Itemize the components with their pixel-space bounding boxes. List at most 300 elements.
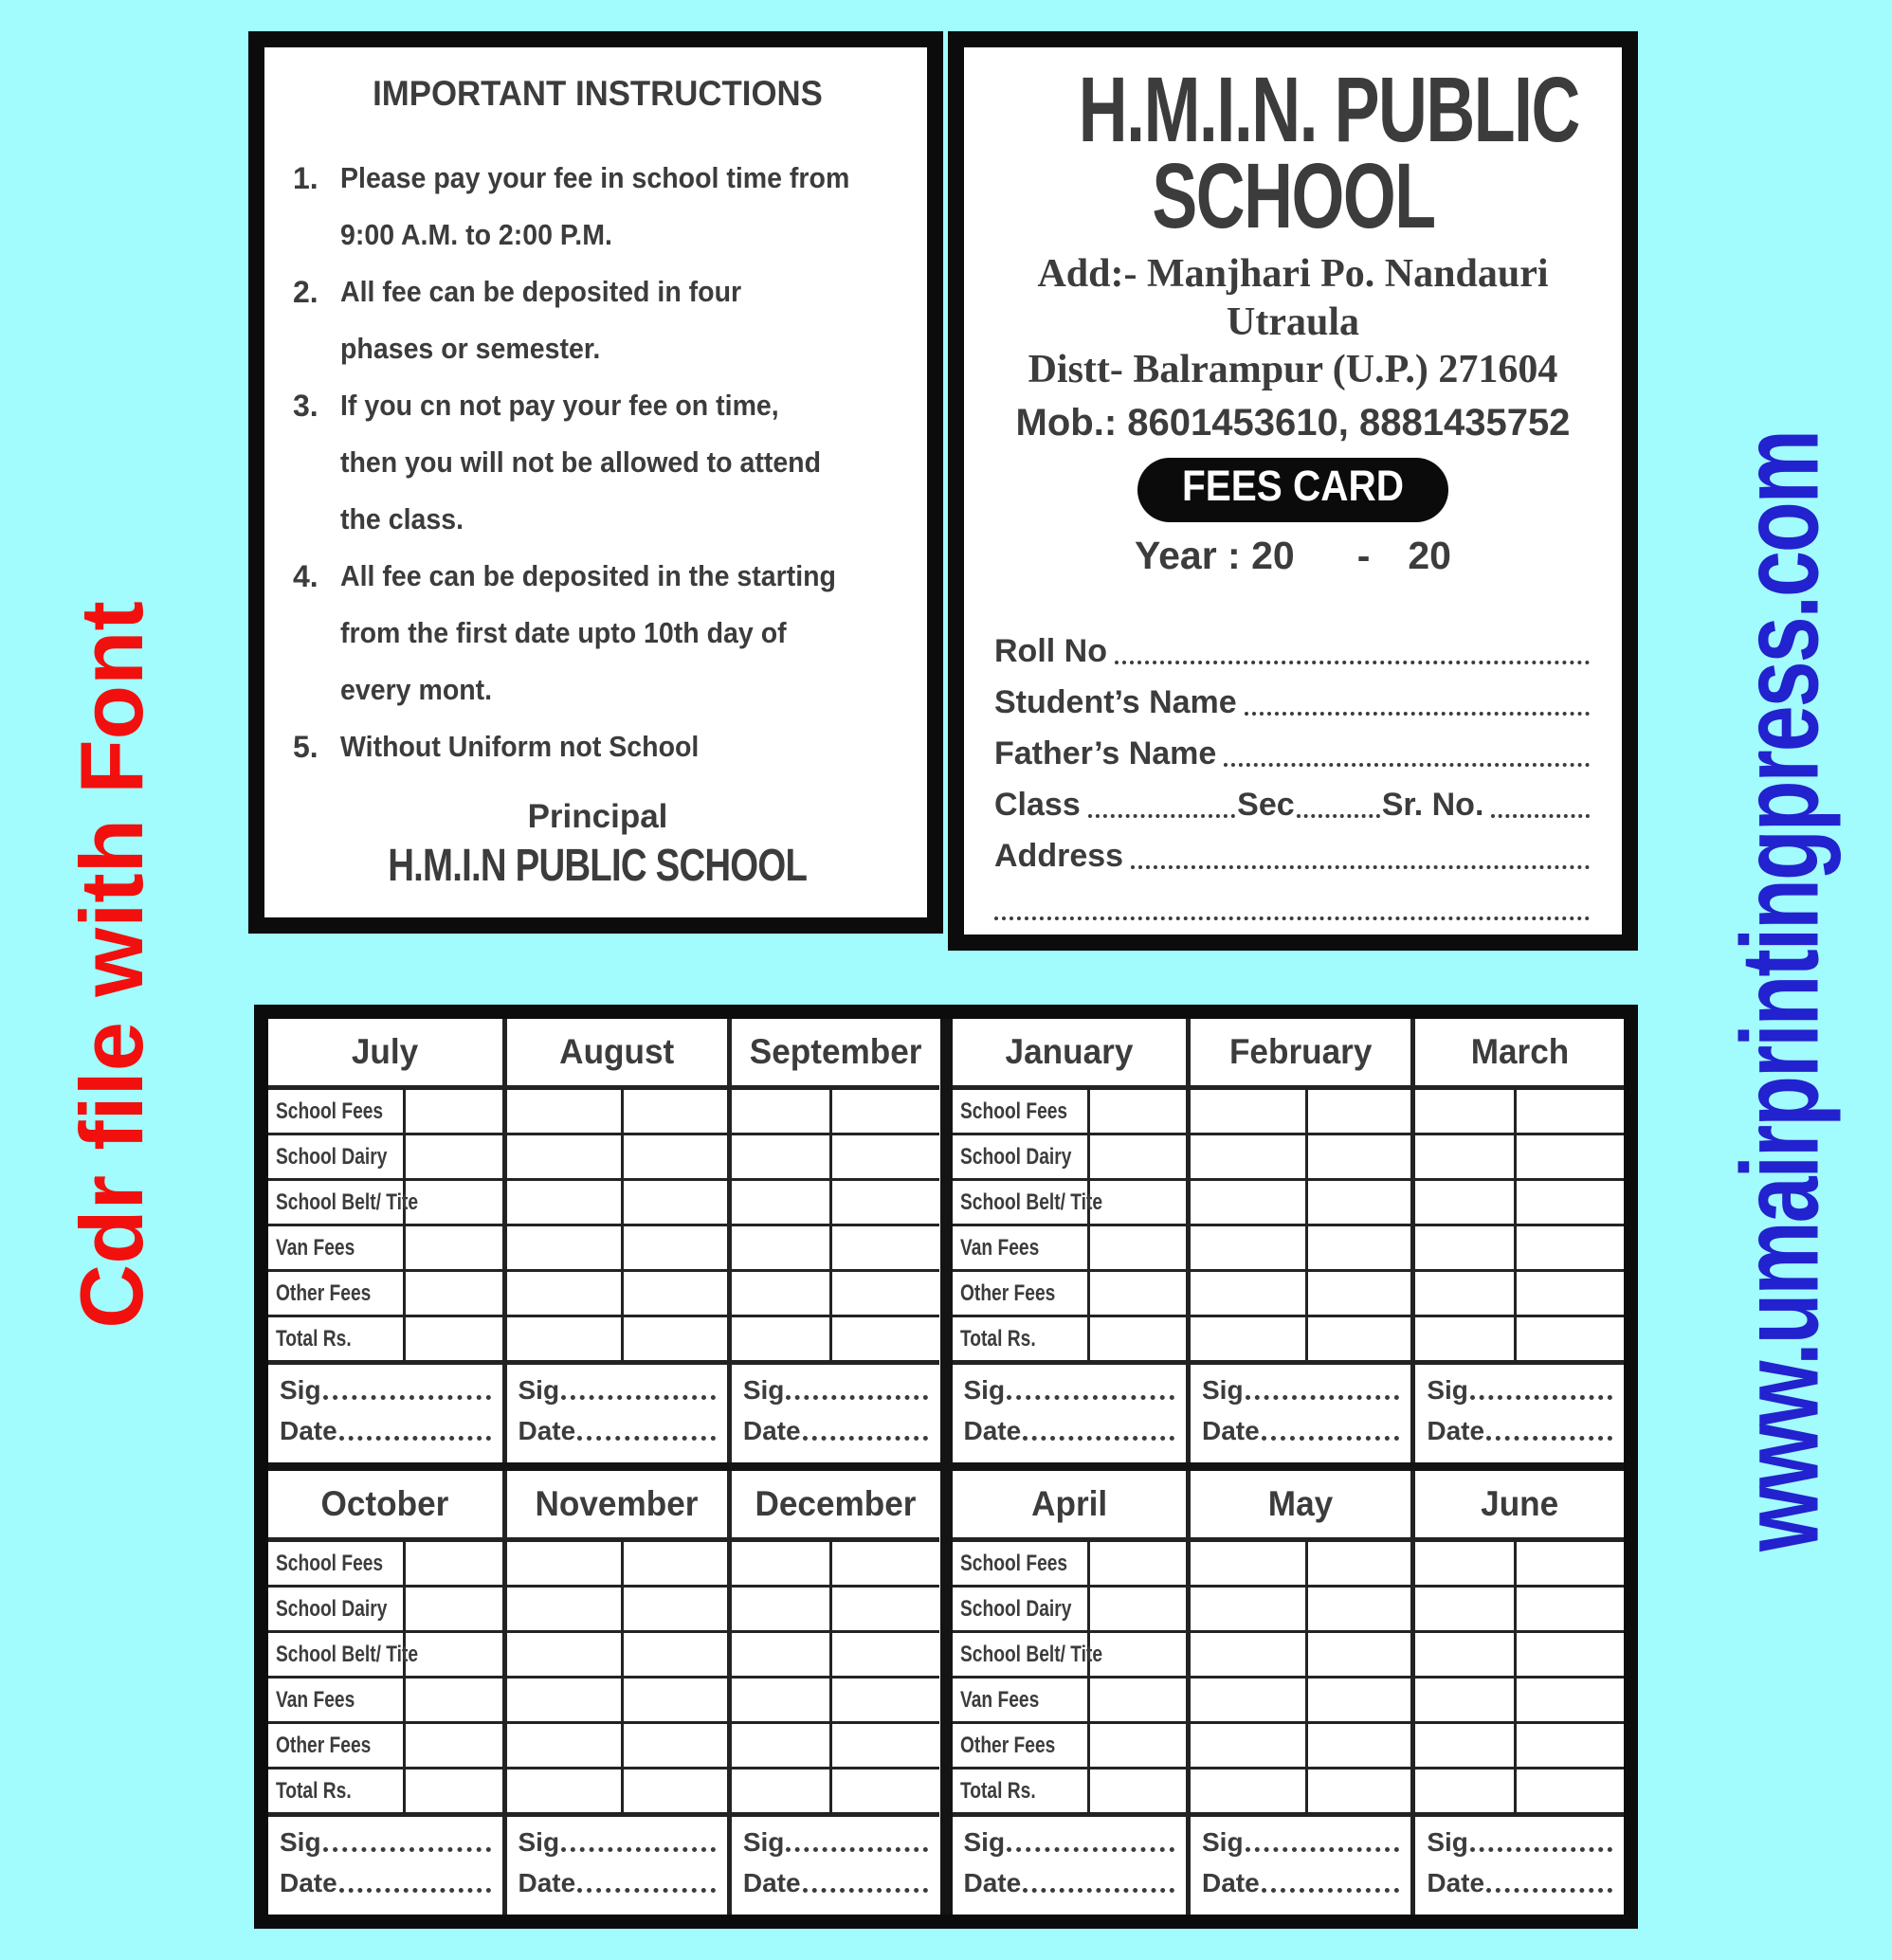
fee-row-label-text: Van Fees [276, 1686, 355, 1713]
fee-value-cell [624, 1767, 731, 1812]
dotted-leader [1023, 1436, 1174, 1441]
fee-value-cell [1308, 1539, 1415, 1585]
fee-value-cell [406, 1721, 506, 1767]
field-address [994, 825, 1592, 876]
fee-value-cell [1191, 1676, 1308, 1721]
fee-value-cell [406, 1315, 506, 1360]
fee-value-cell [406, 1676, 506, 1721]
date-label: Date [1427, 1867, 1485, 1897]
fee-value-cell [1415, 1178, 1516, 1224]
instruction-line: then you will not be allowed to attend [340, 445, 822, 479]
signature-date-cell [1415, 1360, 1624, 1462]
dotted-leader [561, 1847, 716, 1852]
signature-line [280, 1827, 491, 1858]
date-line [964, 1416, 1175, 1446]
fee-value-cell [1308, 1087, 1415, 1133]
dotted-leader [1246, 1847, 1400, 1852]
fee-row-label-text: School Fees [959, 1550, 1067, 1576]
fee-value-cell [732, 1315, 832, 1360]
school-address-line2: Distt- Balrampur (U.P.) 271604 [1028, 348, 1558, 392]
fee-value-cell [624, 1585, 731, 1630]
right-watermark-text: www.umairprintingpress.com [1718, 431, 1842, 1552]
fee-value-cell [1308, 1269, 1415, 1315]
fee-value-cell [1517, 1178, 1624, 1224]
fee-value-cell [1415, 1539, 1516, 1585]
month-header-label: December [755, 1484, 917, 1523]
instruction-line: Please pay your fee in school time from [340, 161, 850, 194]
field-student-name [994, 671, 1592, 722]
fee-value-cell [1415, 1133, 1516, 1178]
signature-date-cell [732, 1360, 940, 1462]
fee-row-label [268, 1585, 406, 1630]
dotted-leader [1131, 865, 1590, 869]
fee-value-cell [732, 1585, 832, 1630]
dotted-leader [1245, 712, 1590, 716]
instruction-number: 1. [293, 161, 318, 195]
fee-value-cell [507, 1087, 625, 1133]
fee-row-label-text: Van Fees [276, 1234, 355, 1261]
fee-row-label [953, 1315, 1090, 1360]
signature-line [1202, 1375, 1399, 1406]
month-header-label: September [749, 1032, 922, 1071]
fee-value-cell [624, 1721, 731, 1767]
month-header-label: February [1228, 1032, 1373, 1071]
fee-value-cell [507, 1315, 625, 1360]
date-line [1427, 1416, 1612, 1446]
year-line [991, 534, 1595, 578]
dotted-leader [1491, 814, 1590, 818]
student-fields [991, 620, 1595, 927]
fee-value-cell [624, 1539, 731, 1585]
school-name-line2: SCHOOL [1151, 144, 1435, 248]
year-prefix: Year : 20 [1135, 533, 1295, 577]
month-header-label: October [320, 1484, 449, 1523]
fee-value-cell [406, 1539, 506, 1585]
fee-row-label-text: Total Rs. [276, 1777, 352, 1804]
fee-value-cell [1517, 1315, 1624, 1360]
fee-value-cell [1090, 1539, 1191, 1585]
fee-value-cell [1415, 1630, 1516, 1676]
fee-value-cell [1308, 1630, 1415, 1676]
school-name [991, 58, 1595, 248]
month-header-label: January [1005, 1032, 1134, 1071]
dotted-leader [323, 1395, 491, 1400]
dotted-leader [577, 1888, 716, 1893]
fee-row-label-text: Total Rs. [959, 1777, 1036, 1804]
fee-row-label-text: Van Fees [959, 1686, 1039, 1713]
fee-row-label-text: School Dairy [276, 1143, 388, 1170]
fee-value-cell [1191, 1178, 1308, 1224]
fee-row-label [953, 1224, 1090, 1269]
month-header-label: August [559, 1032, 675, 1071]
fee-row-label-text: School Fees [959, 1098, 1067, 1124]
dotted-leader [803, 1436, 929, 1441]
fee-value-cell [507, 1676, 625, 1721]
signature-label: Sig [1202, 1375, 1244, 1406]
instruction-item [287, 718, 908, 775]
principal-label: Principal [527, 798, 668, 835]
month-header-february [1191, 1019, 1415, 1087]
fee-value-cell [732, 1767, 832, 1812]
dotted-leader [786, 1847, 928, 1852]
signature-line [280, 1375, 491, 1406]
signature-line [743, 1827, 929, 1858]
fee-row-label-text: Van Fees [959, 1234, 1039, 1261]
date-label: Date [1202, 1415, 1260, 1445]
fee-value-cell [1191, 1767, 1308, 1812]
fee-row-label-text: Other Fees [276, 1732, 372, 1758]
fee-value-cell [624, 1178, 731, 1224]
fee-row-label [953, 1767, 1090, 1812]
month-header-label: March [1470, 1032, 1569, 1071]
school-address-line1: Add:- Manjhari Po. Nandauri Utraula [1037, 252, 1549, 344]
fee-month-section [953, 1019, 1625, 1471]
month-header-march [1415, 1019, 1624, 1087]
fee-value-cell [1308, 1721, 1415, 1767]
fee-value-cell [507, 1721, 625, 1767]
fee-value-cell [1090, 1676, 1191, 1721]
year-suffix: 20 [1408, 533, 1451, 577]
instruction-line: All fee can be deposited in the starting [340, 559, 836, 592]
month-header-august [507, 1019, 732, 1087]
dotted-leader [577, 1436, 716, 1441]
fee-value-cell [1415, 1676, 1516, 1721]
fee-value-cell [832, 1585, 939, 1630]
fee-table-right-half [953, 1019, 1625, 1915]
fee-value-cell [732, 1087, 832, 1133]
fee-value-cell [507, 1224, 625, 1269]
instructions-list [287, 150, 908, 775]
fee-row-label [953, 1269, 1090, 1315]
fee-value-cell [1090, 1630, 1191, 1676]
month-header-october [268, 1471, 507, 1539]
month-header-april [953, 1471, 1192, 1539]
fee-row-label [268, 1269, 406, 1315]
fee-value-cell [406, 1224, 506, 1269]
fee-value-cell [1415, 1269, 1516, 1315]
instruction-text [340, 548, 908, 718]
fee-value-cell [1191, 1721, 1308, 1767]
fee-value-cell [1517, 1630, 1624, 1676]
instructions-title: IMPORTANT INSTRUCTIONS [373, 74, 823, 113]
month-header-label: November [535, 1484, 699, 1523]
dotted-leader [1262, 1436, 1400, 1441]
signature-school-name: H.M.I.N PUBLIC SCHOOL [388, 841, 808, 891]
signature-label: Sig [518, 1375, 560, 1406]
fee-value-cell [832, 1721, 939, 1767]
date-line [280, 1868, 491, 1898]
fee-value-cell [832, 1315, 939, 1360]
fee-row-label [268, 1178, 419, 1224]
fee-row-label [268, 1630, 419, 1676]
fee-value-cell [624, 1087, 731, 1133]
dotted-leader [1486, 1436, 1612, 1441]
month-header-december [732, 1471, 940, 1539]
instruction-line: 9:00 A.M. to 2:00 P.M. [340, 218, 612, 251]
signature-label: Sig [742, 1375, 785, 1406]
fee-row-label [953, 1676, 1090, 1721]
school-name-line1: H.M.I.N. PUBLIC [1078, 58, 1579, 161]
instruction-line: phases or semester. [340, 332, 601, 365]
fee-value-cell [406, 1585, 506, 1630]
month-header-july [268, 1019, 507, 1087]
fee-value-cell [732, 1269, 832, 1315]
fee-value-cell [624, 1315, 731, 1360]
signature-line [1427, 1375, 1612, 1406]
fee-row-label-text: Other Fees [276, 1279, 372, 1306]
fee-value-cell [1308, 1224, 1415, 1269]
fee-value-cell [1517, 1269, 1624, 1315]
signature-date-cell [1191, 1360, 1415, 1462]
date-label: Date [963, 1415, 1022, 1445]
fee-value-cell [1308, 1676, 1415, 1721]
dotted-leader [1224, 763, 1590, 767]
instruction-number: 2. [293, 275, 318, 309]
date-label: Date [963, 1867, 1022, 1897]
fee-value-cell [624, 1676, 731, 1721]
fee-value-cell [832, 1539, 939, 1585]
fee-value-cell [1090, 1269, 1191, 1315]
fee-row-label [953, 1133, 1090, 1178]
fee-value-cell [507, 1585, 625, 1630]
fee-value-cell [832, 1087, 939, 1133]
fee-row-label [953, 1087, 1090, 1133]
fee-row-label-text: Total Rs. [276, 1325, 352, 1352]
date-label: Date [1427, 1415, 1485, 1445]
signature-label: Sig [280, 1827, 321, 1858]
instruction-text [340, 263, 908, 377]
fee-value-cell [1090, 1133, 1191, 1178]
signature-line [518, 1375, 716, 1406]
fee-value-cell [732, 1676, 832, 1721]
instruction-item [287, 548, 908, 718]
fee-value-cell [732, 1721, 832, 1767]
fee-value-cell [1191, 1269, 1308, 1315]
fee-row-label [953, 1539, 1090, 1585]
fee-value-cell [1308, 1178, 1415, 1224]
signature-line [518, 1827, 716, 1858]
fee-value-cell [832, 1133, 939, 1178]
fee-value-cell [1415, 1767, 1516, 1812]
fee-value-cell [406, 1087, 506, 1133]
fee-value-cell [1191, 1585, 1308, 1630]
field-address-line2 [994, 876, 1592, 927]
month-header-june [1415, 1471, 1624, 1539]
fee-value-cell [1191, 1224, 1308, 1269]
fee-value-cell [624, 1133, 731, 1178]
dotted-leader [1007, 1847, 1174, 1852]
instruction-item [287, 150, 908, 263]
instruction-number: 4. [293, 559, 318, 593]
field-label-sr-no: Sr. No. [1381, 787, 1484, 824]
fee-row-label-text: School Belt/ Tite [959, 1189, 1102, 1215]
fee-value-cell [1415, 1224, 1516, 1269]
school-fees-card [948, 31, 1638, 951]
date-label: Date [742, 1415, 801, 1445]
fee-value-cell [1090, 1224, 1191, 1269]
field-class-sec-srno [994, 773, 1592, 825]
fee-value-cell [1090, 1585, 1191, 1630]
fees-card-badge [1137, 458, 1448, 522]
signature-line [964, 1375, 1175, 1406]
fee-value-cell [732, 1630, 832, 1676]
school-address [991, 250, 1595, 393]
signature-date-cell [953, 1812, 1192, 1915]
fees-card-badge-label: FEES CARD [1181, 461, 1405, 510]
date-line [518, 1416, 716, 1446]
fee-value-cell [1517, 1585, 1624, 1630]
signature-label: Sig [1202, 1827, 1244, 1858]
fee-value-cell [1090, 1721, 1191, 1767]
dotted-leader [561, 1395, 716, 1400]
fee-row-label [268, 1087, 406, 1133]
fee-value-cell [507, 1178, 625, 1224]
fee-row-label [953, 1721, 1090, 1767]
fee-value-cell [1517, 1721, 1624, 1767]
signature-date-cell [507, 1812, 732, 1915]
month-header-label: May [1267, 1484, 1334, 1523]
fee-value-cell [1191, 1133, 1308, 1178]
left-watermark-text: Cdr file with Font [62, 601, 161, 1329]
fee-row-label [953, 1178, 1102, 1224]
month-header-january [953, 1019, 1192, 1087]
field-label-student-name: Student’s Name [994, 684, 1237, 721]
year-dash: - [1356, 533, 1371, 577]
date-label: Date [280, 1415, 337, 1445]
signature-date-cell [1191, 1812, 1415, 1915]
instruction-line: every mont. [340, 673, 493, 706]
fee-value-cell [1415, 1315, 1516, 1360]
fee-value-cell [1090, 1767, 1191, 1812]
fee-value-cell [1517, 1133, 1624, 1178]
fee-value-cell [1308, 1585, 1415, 1630]
dotted-leader [1246, 1395, 1400, 1400]
fee-value-cell [406, 1630, 506, 1676]
signature-label: Sig [518, 1827, 560, 1858]
signature-line [1427, 1827, 1612, 1858]
fee-month-section [953, 1471, 1625, 1915]
instructions-title-wrap [287, 74, 908, 114]
fee-row-label [268, 1224, 406, 1269]
dotted-leader [339, 1888, 491, 1893]
fee-row-label-text: School Belt/ Tite [276, 1189, 419, 1215]
fee-value-cell [406, 1269, 506, 1315]
date-label: Date [280, 1867, 337, 1897]
fee-value-cell [832, 1676, 939, 1721]
field-label-roll-no: Roll No [994, 633, 1107, 670]
date-label: Date [1202, 1867, 1260, 1897]
dotted-leader [1023, 1888, 1174, 1893]
fee-row-label [268, 1133, 406, 1178]
fee-value-cell [1090, 1178, 1191, 1224]
instruction-number: 5. [293, 730, 318, 764]
fee-row-label [953, 1585, 1090, 1630]
fee-value-cell [406, 1767, 506, 1812]
fee-row-label [268, 1676, 406, 1721]
fee-row-label-text: School Fees [276, 1550, 384, 1576]
field-label-father-name: Father’s Name [994, 735, 1217, 772]
instruction-number: 3. [293, 389, 318, 423]
fee-value-cell [1517, 1539, 1624, 1585]
instruction-text [340, 150, 908, 263]
fee-row-label-text: School Dairy [276, 1595, 388, 1622]
fee-value-cell [624, 1630, 731, 1676]
date-line [1202, 1868, 1399, 1898]
date-line [743, 1416, 929, 1446]
month-header-label: April [1030, 1484, 1107, 1523]
fee-value-cell [832, 1269, 939, 1315]
date-line [743, 1868, 929, 1898]
fee-value-cell [1517, 1087, 1624, 1133]
signature-date-cell [732, 1812, 940, 1915]
instruction-line: from the first date upto 10th day of [340, 616, 787, 649]
month-header-may [1191, 1471, 1415, 1539]
fee-value-cell [1191, 1315, 1308, 1360]
fee-value-cell [624, 1269, 731, 1315]
instruction-line: All fee can be deposited in four [340, 275, 742, 308]
fee-value-cell [406, 1178, 506, 1224]
fee-value-cell [1090, 1087, 1191, 1133]
fee-value-cell [832, 1224, 939, 1269]
month-header-label: July [352, 1032, 419, 1071]
signature-line [1202, 1827, 1399, 1858]
dotted-leader [1115, 661, 1590, 664]
school-mobile: Mob.: 8601453610, 8881435752 [1015, 401, 1571, 444]
fee-value-cell [507, 1133, 625, 1178]
fee-row-label-text: Other Fees [959, 1732, 1055, 1758]
signature-label: Sig [963, 1375, 1006, 1406]
dotted-leader [1486, 1888, 1612, 1893]
fee-value-cell [1517, 1767, 1624, 1812]
signature-label: Sig [742, 1827, 785, 1858]
fee-value-cell [507, 1767, 625, 1812]
fee-month-section [268, 1471, 940, 1915]
fee-month-section [268, 1019, 940, 1471]
field-roll-no [994, 620, 1592, 671]
fee-value-cell [1308, 1767, 1415, 1812]
fee-value-cell [1308, 1133, 1415, 1178]
date-line [964, 1868, 1175, 1898]
instruction-line: If you cn not pay your fee on time, [340, 389, 779, 422]
fee-row-label-text: School Fees [276, 1098, 384, 1124]
fee-row-label [268, 1767, 406, 1812]
fee-value-cell [1191, 1539, 1308, 1585]
date-label: Date [518, 1867, 576, 1897]
fee-value-cell [732, 1133, 832, 1178]
fee-row-label-text: School Belt/ Tite [959, 1641, 1102, 1667]
fee-value-cell [507, 1269, 625, 1315]
instruction-item [287, 263, 908, 377]
signature-label: Sig [1427, 1827, 1468, 1858]
fee-value-cell [732, 1178, 832, 1224]
signature-date-cell [268, 1360, 507, 1462]
instruction-text [340, 377, 908, 548]
fee-value-cell [1308, 1315, 1415, 1360]
instruction-line: the class. [340, 502, 464, 535]
dotted-leader [339, 1436, 491, 1441]
dotted-leader [1470, 1847, 1612, 1852]
signature-date-cell [953, 1360, 1192, 1462]
signature-label: Sig [1427, 1375, 1468, 1406]
fee-value-cell [624, 1224, 731, 1269]
fee-row-label [268, 1315, 406, 1360]
fee-row-label-text: Other Fees [959, 1279, 1055, 1306]
instructions-card [248, 31, 943, 934]
month-header-november [507, 1471, 732, 1539]
field-label-class: Class [994, 787, 1081, 824]
signature-label: Sig [963, 1827, 1006, 1858]
date-label: Date [518, 1415, 576, 1445]
